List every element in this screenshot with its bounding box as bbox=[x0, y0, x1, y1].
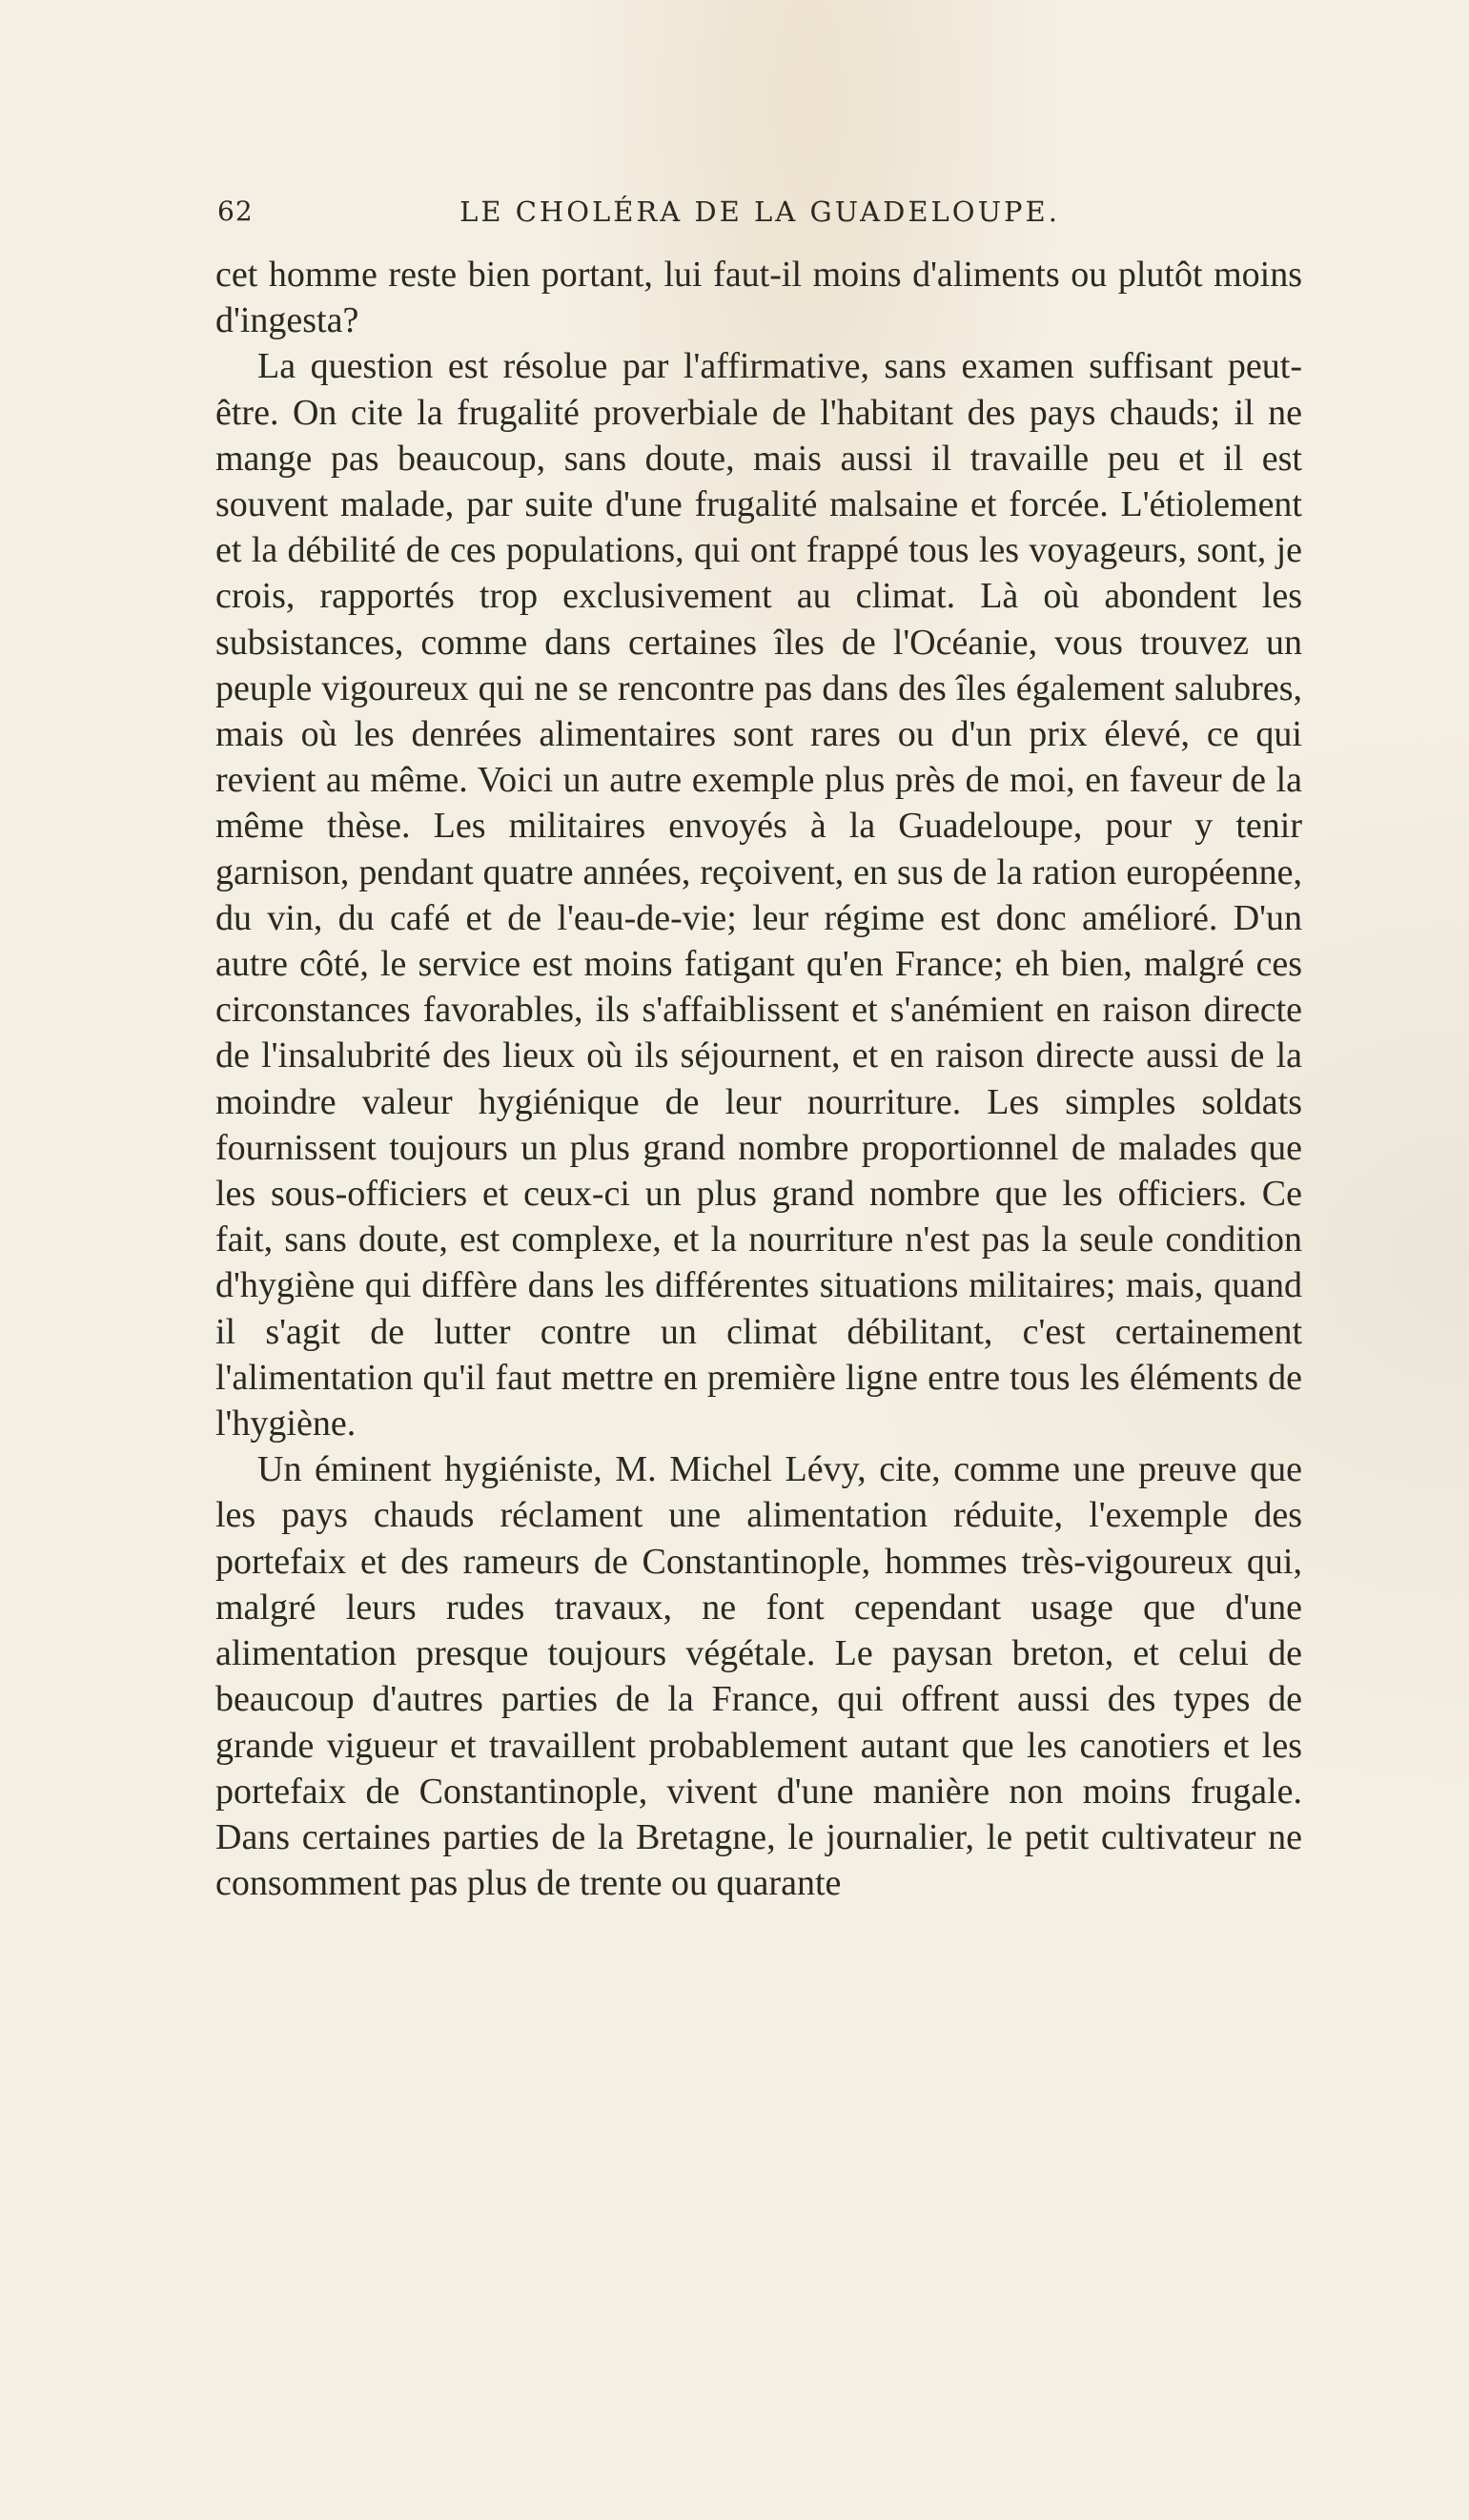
paragraph-continuation: cet homme reste bien portant, lui faut-il moins d'aliments ou plutôt moins d'ingesta? bbox=[215, 255, 1302, 341]
paragraph-question: La question est résolue par l'affirmative, sans examen suffisant peut-être. On cite la frugalité proverbiale de l'habitant des pays chauds; il ne mange pas beaucoup, sans doute, mais aussi il travaille peu et il est souvent malade, par suite d'une frugalité malsaine et forcée. L'étiolement et la débilité de ces populations, qui ont frappé tous les voyageurs, sont, je crois, rapportés trop exclusivement au climat. Là où abondent les subsistances, comme dans certaines îles de l'Océanie, vous trouvez un peuple vigoureux qui ne se rencontre pas dans des îles également salubres, mais où les denrées alimentaires sont rares ou d'un prix élevé, ce qui revient au même. Voici un autre exemple plus près de moi, en faveur de la même thèse. Les militaires envoyés à la Guadeloupe, pour y tenir garnison, pendant quatre années, reçoivent, en sus de la ration européenne, du vin, du café et de l'eau-de-vie; leur régime est donc amélioré. D'un autre côté, le service est moins fatigant qu'en France; eh bien, malgré ces circonstances favorables, ils s'affaiblissent et s'anémient en raison directe de l'insalubrité des lieux où ils séjournent, et en raison directe aussi de la moindre valeur hygiénique de leur nourriture. Les simples soldats fournissent toujours un plus grand nombre proportionnel de malades que les sous-officiers et ceux-ci un plus grand nombre que les officiers. Ce fait, sans doute, est complexe, et la nourriture n'est pas la seule condition d'hygiène qui diffère dans les différentes situations militaires; mais, quand il s'agit de lutter contre un climat débilitant, c'est certainement l'alimentation qu'il faut mettre en première ligne entre tous les éléments de l'hygiène. bbox=[215, 346, 1302, 1444]
page-number: 62 bbox=[217, 195, 254, 227]
paragraph-levy: Un éminent hygiéniste, M. Michel Lévy, cite, comme une preuve que les pays chauds réclament une alimentation réduite, l'exemple des portefaix et des rameurs de Constantinople, hommes très-vigoureux qui, malgré leurs rudes travaux, ne font cependant usage que d'une alimentation presque toujours végétale. Le paysan breton, et celui de beaucoup d'autres parties de la France, qui offrent aussi des types de grande vigueur et travaillent probablement autant que les canotiers et les portefaix de Constantinople, vivent d'une manière non moins frugale. Dans certaines parties de la Bretagne, le journalier, le petit cultivateur ne consomment pas plus de trente ou quarante bbox=[215, 1449, 1302, 1904]
body-text bbox=[215, 252, 1302, 1906]
running-head bbox=[217, 195, 1302, 234]
running-title: LE CHOLÉRA DE LA GUADELOUPE. bbox=[459, 195, 1060, 228]
